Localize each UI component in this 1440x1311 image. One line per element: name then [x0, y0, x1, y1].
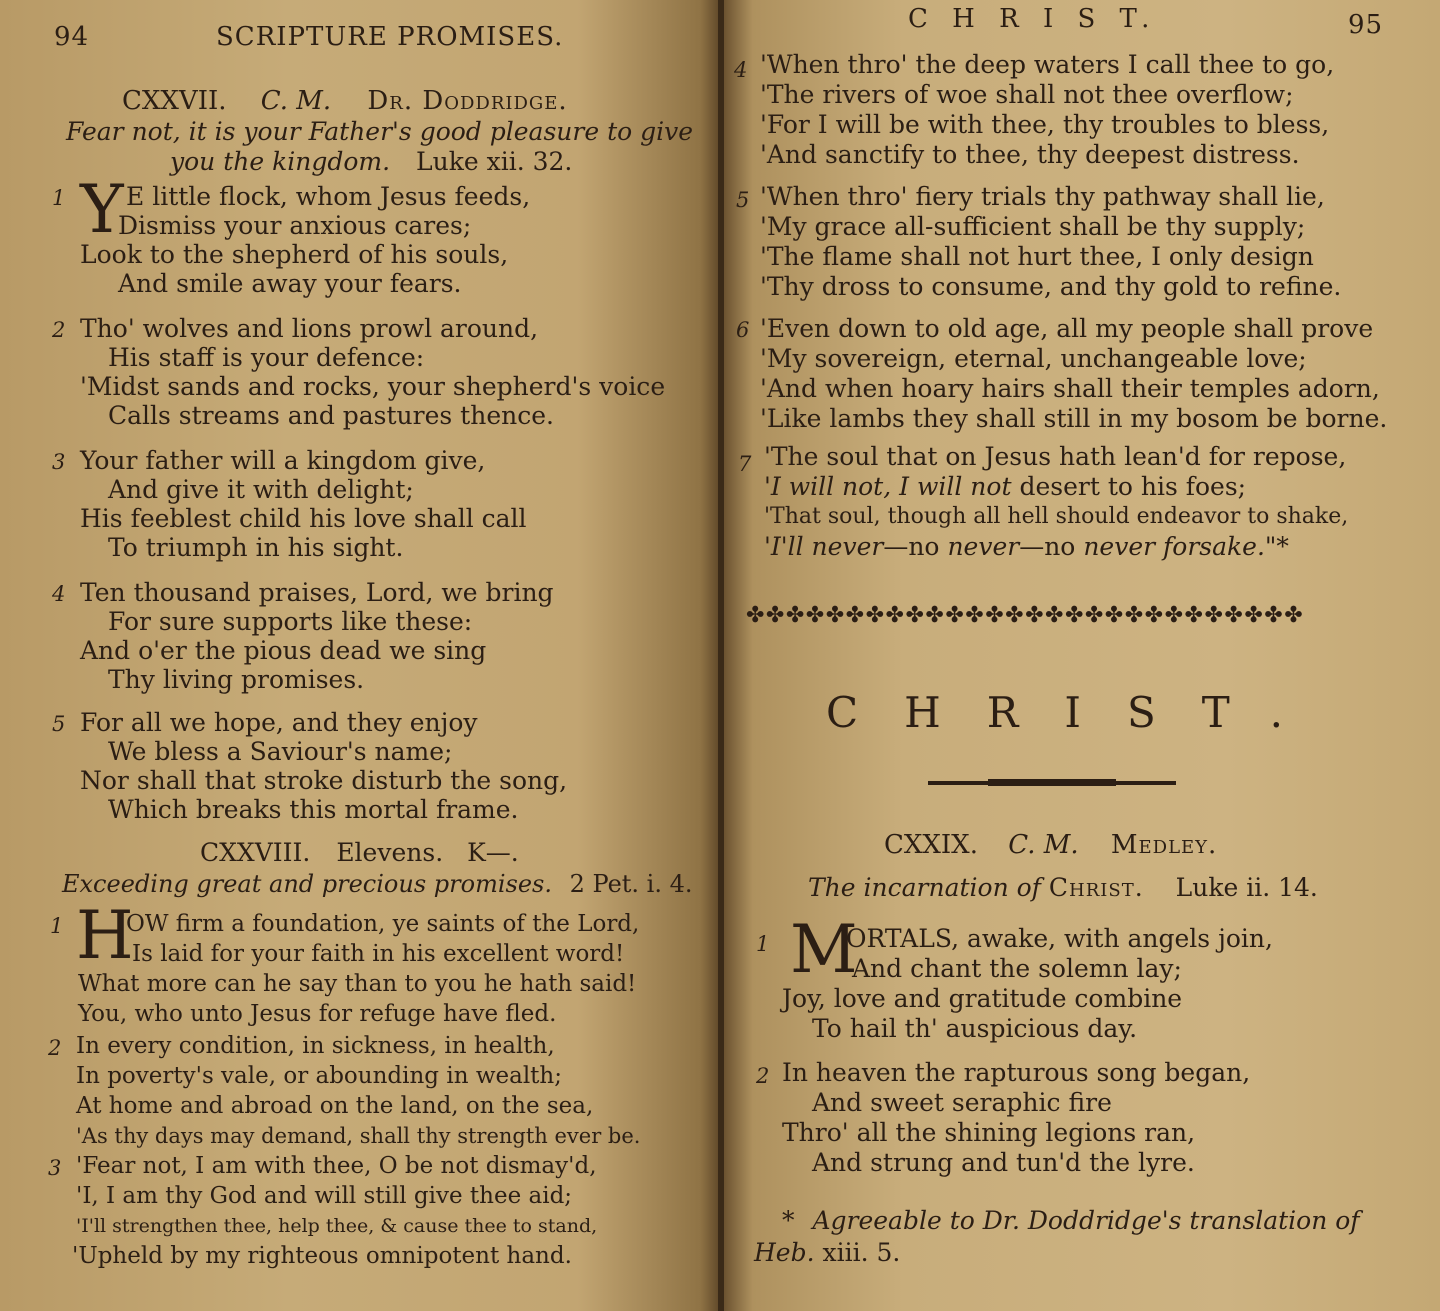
verse-line: His staff is your defence:: [108, 343, 425, 372]
hymn-scripture-text-cont: you the kingdom.: [170, 147, 391, 176]
verse-line: 'As thy days may demand, shall thy strength ever be.: [76, 1124, 641, 1148]
hymn-meter: C. M.: [1008, 830, 1079, 860]
hymn-author: Dr. Doddridge.: [367, 86, 568, 116]
footnote-ref: "*: [1264, 532, 1289, 561]
hymn-number: CXXIX.: [884, 830, 978, 860]
verse-line: His feeblest child his love shall call: [80, 504, 527, 533]
verse-number: 5: [736, 188, 750, 212]
verse-line: 'The rivers of woe shall not thee overflow;: [760, 80, 1294, 109]
verse-line: For all we hope, and they enjoy: [80, 708, 478, 737]
drop-cap: Y: [80, 171, 124, 248]
hymn-meter: C. M.: [260, 86, 332, 116]
footnote-line2: [754, 1238, 900, 1267]
verse-number: 2: [48, 1036, 62, 1060]
verse-number: 4: [52, 582, 66, 606]
verse-line: 'Like lambs they shall still in my bosom be borne.: [760, 404, 1388, 433]
verse-line: And sweet seraphic fire: [812, 1088, 1112, 1117]
verse-line: 'The flame shall not hurt thee, I only design: [760, 242, 1314, 271]
verse-line: Look to the shepherd of his souls,: [80, 240, 509, 269]
verse-text: desert to his foes;: [1019, 472, 1247, 501]
quote-mark: ': [764, 532, 771, 561]
emphasis-text: I will not: [899, 472, 1012, 501]
verse-line: And smile away your fears.: [118, 269, 462, 298]
emphasis-text: I will not,: [770, 472, 892, 501]
verse-line: Tho' wolves and lions prowl around,: [80, 314, 539, 343]
divider-rule-thick: [988, 779, 1116, 786]
verse-line: Which breaks this mortal frame.: [108, 795, 519, 824]
verse-number: 7: [738, 452, 752, 476]
verse-line: 'Upheld by my righteous omnipotent hand.: [72, 1243, 572, 1269]
verse-number: 6: [736, 318, 750, 342]
verse-number: 4: [734, 58, 748, 82]
verse-line: Ten thousand praises, Lord, we bring: [80, 578, 554, 607]
verse-line: E little flock, whom Jesus feeds,: [126, 182, 531, 211]
section-title: CHRIST.: [826, 688, 1329, 737]
verse-line: At home and abroad on the land, on the sea,: [76, 1093, 594, 1119]
footnote: [782, 1206, 1360, 1235]
verse-line: ORTALS, awake, with angels join,: [846, 924, 1273, 953]
verse-line: 'My grace all-sufficient shall be thy supply;: [760, 212, 1306, 241]
hymn-number: CXXVIII.: [200, 838, 311, 867]
verse-line: You, who unto Jesus for refuge have fled.: [78, 1001, 557, 1027]
verse-line: 'I, I am thy God and will still give thee aid;: [76, 1183, 573, 1209]
verse-line: 'And sanctify to thee, thy deepest distress.: [760, 140, 1300, 169]
verse-line: Your father will a kingdom give,: [80, 446, 486, 475]
hymn-heading: [122, 86, 568, 116]
verse-line: And o'er the pious dead we sing: [80, 636, 487, 665]
verse-line: 'And when hoary hairs shall their temples adorn,: [760, 374, 1380, 403]
hymn-scripture-name: Christ.: [1048, 873, 1144, 902]
verse-line: In every condition, in sickness, in health,: [76, 1033, 555, 1059]
hymn-reference: 2 Pet. i. 4.: [569, 870, 693, 898]
running-head: C H R I S T.: [908, 4, 1158, 34]
drop-cap: M: [790, 911, 858, 988]
verse-number: 3: [52, 450, 66, 474]
verse-number: 1: [52, 186, 66, 210]
hymn-reference: Luke ii. 14.: [1175, 873, 1318, 902]
verse-line: 'My sovereign, eternal, unchangeable love;: [760, 344, 1307, 373]
page-number: 95: [1348, 10, 1384, 40]
hymn-scripture-line2: [170, 147, 572, 176]
footnote-reference: xiii. 5.: [822, 1238, 901, 1267]
hymn-heading: [200, 838, 519, 867]
verse-line: [764, 532, 1289, 561]
verse-line: For sure supports like these:: [108, 607, 473, 636]
verse-line: 'Thy dross to consume, and thy gold to refine.: [760, 272, 1342, 301]
verse-line: In heaven the rapturous song began,: [782, 1058, 1251, 1087]
verse-text: —no: [883, 532, 940, 561]
verse-line: Is laid for your faith in his excellent word!: [132, 941, 625, 967]
verse-line: Thy living promises.: [108, 665, 365, 694]
hymn-scripture-text: Exceeding great and precious promises.: [62, 870, 552, 898]
verse-line: And chant the solemn lay;: [852, 954, 1182, 983]
verse-text: —no: [1019, 532, 1076, 561]
hymn-meter: Elevens.: [336, 838, 444, 867]
verse-line: Joy, love and gratitude combine: [782, 984, 1183, 1013]
hymn-reference: Luke xii. 32.: [416, 147, 573, 176]
footnote-text-cont: Heb.: [754, 1238, 815, 1267]
verse-number: 2: [52, 318, 66, 342]
hymn-scripture-line: [808, 873, 1318, 902]
hymn-scripture-line: [62, 870, 693, 898]
verse-line: 'The soul that on Jesus hath lean'd for repose,: [764, 442, 1347, 471]
verse-line: In poverty's vale, or abounding in wealth;: [76, 1063, 562, 1089]
verse-line: 'Fear not, I am with thee, O be not dismay'd,: [76, 1153, 597, 1179]
verse-number: 2: [756, 1064, 770, 1088]
verse-line: OW firm a foundation, ye saints of the Lord,: [126, 911, 640, 937]
verse-number: 5: [52, 712, 66, 736]
verse-line: Nor shall that stroke disturb the song,: [80, 766, 568, 795]
hymn-number: CXXVII.: [122, 86, 227, 116]
emphasis-text: I'll never: [770, 532, 884, 561]
verse-line: 'When thro' the deep waters I call thee to go,: [760, 50, 1335, 79]
verse-line: Dismiss your anxious cares;: [118, 211, 472, 240]
emphasis-text: never forsake.: [1083, 532, 1265, 561]
drop-cap: H: [76, 897, 134, 974]
verse-line: We bless a Saviour's name;: [108, 737, 453, 766]
verse-line: 'That soul, though all hell should endeavor to shake,: [764, 504, 1349, 529]
ornament-border: ✤✤✤✤✤✤✤✤✤✤✤✤✤✤✤✤✤✤✤✤✤✤✤✤✤✤✤✤: [746, 603, 1305, 628]
quote-mark: ': [764, 472, 771, 501]
verse-line: Thro' all the shining legions ran,: [782, 1118, 1196, 1147]
verse-line: And strung and tun'd the lyre.: [812, 1148, 1195, 1177]
verse-line: 'For I will be with thee, thy troubles to bless,: [760, 110, 1330, 139]
hymn-author: K—.: [467, 838, 519, 867]
verse-line: To triumph in his sight.: [108, 533, 404, 562]
emphasis-text: never: [947, 532, 1020, 561]
verse-line: Calls streams and pastures thence.: [108, 401, 554, 430]
verse-number: 3: [48, 1156, 62, 1180]
page-number: 94: [54, 22, 90, 52]
hymn-author: Medley.: [1110, 830, 1218, 860]
hymn-scripture-text: Fear not, it is your Father's good pleasure to give: [66, 117, 694, 146]
verse-line: 'When thro' fiery trials thy pathway shall lie,: [760, 182, 1325, 211]
verse-line: What more can he say than to you he hath said!: [78, 971, 637, 997]
verse-number: 1: [756, 932, 770, 956]
hymn-heading: [884, 830, 1217, 860]
verse-line: [764, 472, 1246, 501]
footnote-mark: *: [782, 1206, 795, 1235]
footnote-text: Agreeable to Dr. Doddridge's translation of: [812, 1206, 1360, 1235]
verse-line: 'Even down to old age, all my people shall prove: [760, 314, 1374, 343]
verse-line: To hail th' auspicious day.: [812, 1014, 1138, 1043]
verse-line: And give it with delight;: [108, 475, 414, 504]
verse-number: 1: [50, 914, 64, 938]
running-head: SCRIPTURE PROMISES.: [216, 22, 564, 52]
verse-line: 'I'll strengthen thee, help thee, & cause thee to stand,: [76, 1215, 598, 1237]
verse-line: 'Midst sands and rocks, your shepherd's voice: [80, 372, 666, 401]
hymn-scripture-text: The incarnation of: [808, 873, 1041, 902]
